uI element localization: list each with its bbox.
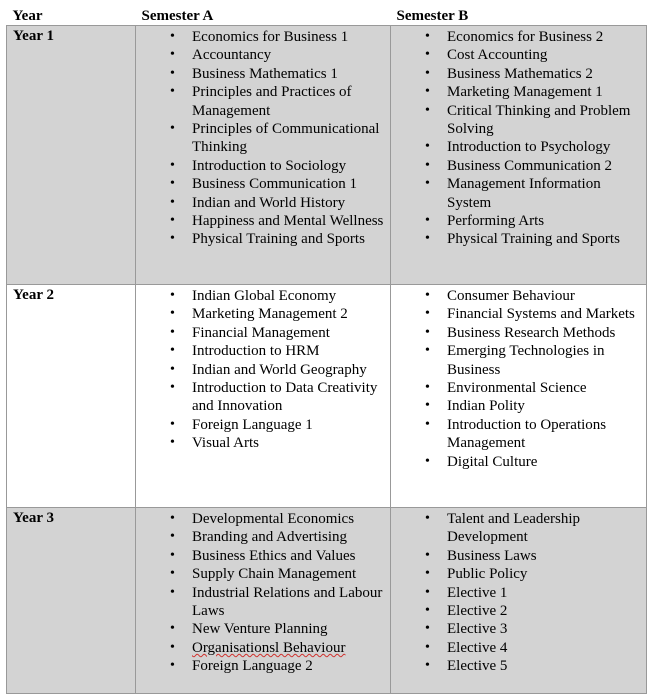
list-item: • Business Research Methods — [392, 324, 645, 342]
list-item: • Marketing Management 1 — [392, 83, 645, 101]
list-item: • Organisationsl Behaviour — [137, 639, 389, 657]
list-item: • Branding and Advertising — [137, 528, 389, 546]
list-item: • Elective 5 — [392, 657, 645, 675]
year-1-semester-a — [136, 26, 391, 285]
list-item: • Consumer Behaviour — [392, 287, 645, 305]
list-item: • Business Communication 1 — [137, 175, 389, 193]
list-item: • Indian and World History — [137, 194, 389, 212]
list-item: • Economics for Business 2 — [392, 28, 645, 46]
year-2-semester-b-list — [392, 286, 645, 471]
header-row — [7, 6, 647, 26]
list-item: • Indian and World Geography — [137, 361, 389, 379]
list-item: • Happiness and Mental Wellness — [137, 212, 389, 230]
list-item: • Introduction to Psychology — [392, 138, 645, 156]
year-1-semester-b — [391, 26, 647, 285]
year-3-semester-a — [136, 508, 391, 694]
year-2-label: Year 2 — [7, 285, 136, 508]
year-2-row — [7, 285, 647, 508]
list-item: • Emerging Technologies in Business — [392, 342, 645, 379]
year-3-semester-a-list — [137, 509, 389, 676]
header-semester-a: Semester A — [141, 8, 214, 24]
list-item: • Business Laws — [392, 547, 645, 565]
list-item: • Industrial Relations and Labour Laws — [137, 584, 389, 621]
list-item: • Visual Arts — [137, 434, 389, 452]
list-item: • Elective 2 — [392, 602, 645, 620]
list-item: • Critical Thinking and Problem Solving — [392, 102, 645, 139]
list-item: • Supply Chain Management — [137, 565, 389, 583]
list-item: • Elective 1 — [392, 584, 645, 602]
list-item: • Performing Arts — [392, 212, 645, 230]
list-item: • Foreign Language 1 — [137, 416, 389, 434]
list-item: • Business Communication 2 — [392, 157, 645, 175]
year-3-row — [7, 508, 647, 694]
list-item: • Accountancy — [137, 46, 389, 64]
list-item: • Environmental Science — [392, 379, 645, 397]
year-3-semester-b-list — [392, 509, 645, 676]
list-item: • Introduction to Data Creativity and Innovation — [137, 379, 389, 416]
list-item: • Introduction to HRM — [137, 342, 389, 360]
list-item: • Cost Accounting — [392, 46, 645, 64]
list-item: • Marketing Management 2 — [137, 305, 389, 323]
year-1-label: Year 1 — [7, 26, 136, 285]
list-item: • Financial Systems and Markets — [392, 305, 645, 323]
list-item: • Physical Training and Sports — [392, 230, 645, 248]
year-1-semester-b-list — [392, 27, 645, 249]
year-1-semester-a-list — [137, 27, 389, 249]
list-item: • Business Ethics and Values — [137, 547, 389, 565]
header-semester-b: Semester B — [396, 8, 469, 24]
list-item: • Digital Culture — [392, 453, 645, 471]
list-item: • Economics for Business 1 — [137, 28, 389, 46]
list-item: • Introduction to Operations Management — [392, 416, 645, 453]
list-item: • Principles of Communicational Thinking — [137, 120, 389, 157]
list-item: • Principles and Practices of Management — [137, 83, 389, 120]
year-2-semester-a-list — [137, 286, 389, 453]
year-3-semester-b — [391, 508, 647, 694]
list-item: • Talent and Leadership Development — [392, 510, 645, 547]
list-item: • Business Mathematics 1 — [137, 65, 389, 83]
list-item: • Elective 4 — [392, 639, 645, 657]
year-1-row — [7, 26, 647, 285]
header-year: Year — [12, 8, 43, 24]
list-item: • Physical Training and Sports — [137, 230, 389, 248]
list-item: • Developmental Economics — [137, 510, 389, 528]
list-item: • Management Information System — [392, 175, 645, 212]
list-item: • Business Mathematics 2 — [392, 65, 645, 83]
list-item: • Foreign Language 2 — [137, 657, 389, 675]
year-3-label: Year 3 — [7, 508, 136, 694]
list-item: • Introduction to Sociology — [137, 157, 389, 175]
list-item: • Financial Management — [137, 324, 389, 342]
list-item: • Indian Polity — [392, 397, 645, 415]
list-item: • New Venture Planning — [137, 620, 389, 638]
list-item: • Elective 3 — [392, 620, 645, 638]
list-item: • Indian Global Economy — [137, 287, 389, 305]
curriculum-table — [6, 6, 647, 694]
list-item: • Public Policy — [392, 565, 645, 583]
year-2-semester-a — [136, 285, 391, 508]
year-2-semester-b — [391, 285, 647, 508]
